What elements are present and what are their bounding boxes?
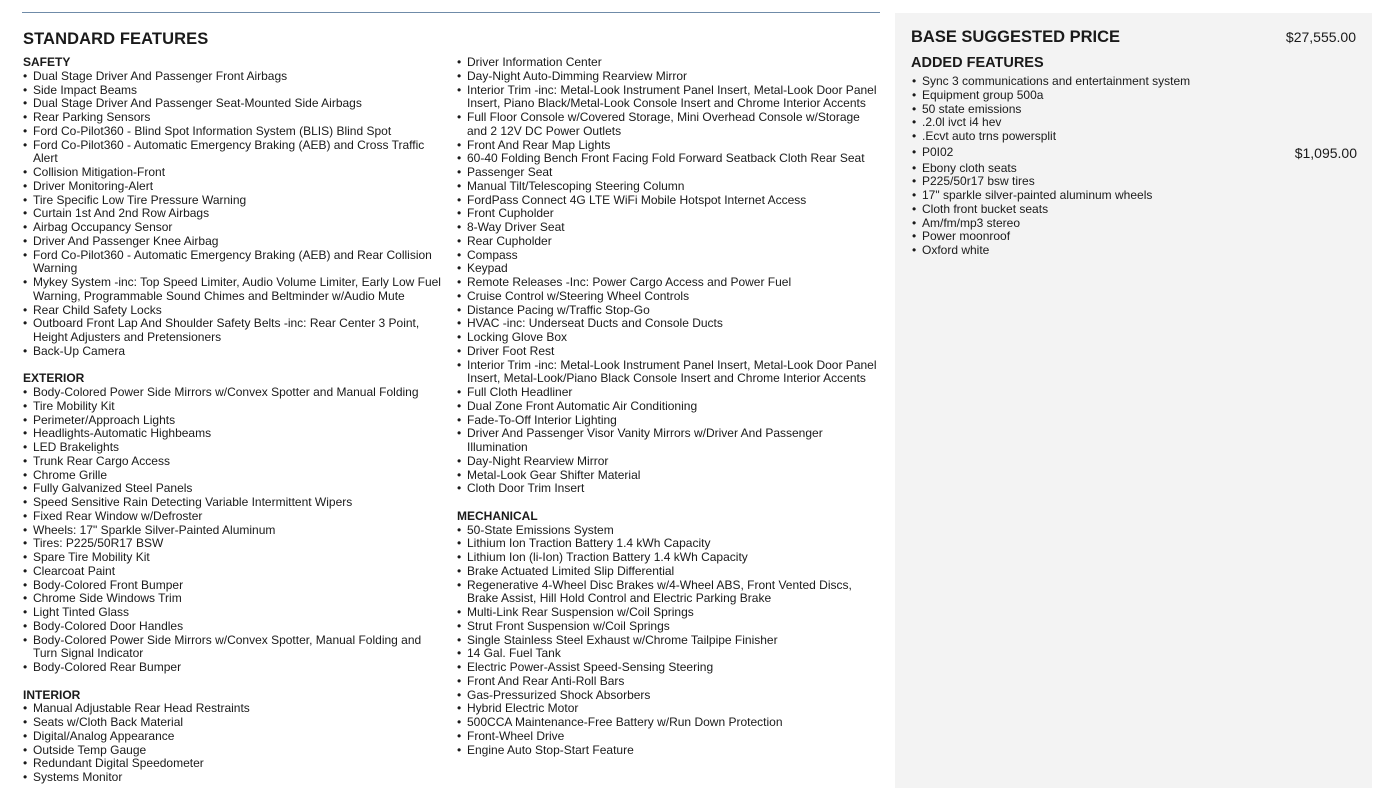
feature-item: • Chrome Grille	[23, 469, 448, 483]
feature-item: • Speed Sensitive Rain Detecting Variable Intermittent Wipers	[23, 496, 448, 510]
feature-item: • Fade-To-Off Interior Lighting	[457, 414, 882, 428]
added-feature-label: .2.0l ivct i4 hev	[922, 115, 1002, 130]
feature-item: • Side Impact Beams	[23, 84, 448, 98]
category-heading: MECHANICAL	[457, 508, 538, 523]
added-feature-label: P225/50r17 bsw tires	[922, 174, 1035, 189]
added-feature-label: Ebony cloth seats	[922, 160, 1017, 175]
feature-item: • FordPass Connect 4G LTE WiFi Mobile Hotspot Internet Access	[457, 194, 882, 208]
section-spacer	[457, 496, 882, 510]
feature-item: • Systems Monitor	[23, 771, 448, 785]
feature-item: • Tire Mobility Kit	[23, 400, 448, 414]
feature-item: • Body-Colored Rear Bumper	[23, 661, 448, 675]
feature-item: • Dual Stage Driver And Passenger Seat-Mounted Side Airbags	[23, 97, 448, 111]
standard-features-title: STANDARD FEATURES	[23, 30, 209, 48]
feature-item: • Fully Galvanized Steel Panels	[23, 482, 448, 496]
feature-item: • Tires: P225/50R17 BSW	[23, 537, 448, 551]
feature-item: • Driver And Passenger Knee Airbag	[23, 235, 448, 249]
section-spacer	[23, 359, 448, 373]
feature-item: • Manual Adjustable Rear Head Restraints	[23, 702, 448, 716]
feature-item: • Curtain 1st And 2nd Row Airbags	[23, 207, 448, 221]
feature-item: • Day-Night Auto-Dimming Rearview Mirror	[457, 70, 882, 84]
added-feature-item	[912, 130, 1357, 144]
feature-item: • Outboard Front Lap And Shoulder Safety Belts -inc: Rear Center 3 Point, Height Adjusters and Pretensioners	[23, 317, 448, 345]
feature-item: • Mykey System -inc: Top Speed Limiter, Audio Volume Limiter, Early Low Fuel Warning, Programmable Sound Chimes and Beltminder w/Audio Mute	[23, 276, 448, 304]
feature-list	[23, 386, 448, 675]
added-feature-item	[912, 89, 1357, 103]
feature-item: • Perimeter/Approach Lights	[23, 414, 448, 428]
added-feature-item	[912, 217, 1357, 231]
feature-item: • Engine Auto Stop-Start Feature	[457, 744, 882, 758]
feature-item: • Body-Colored Power Side Mirrors w/Convex Spotter and Manual Folding	[23, 386, 448, 400]
feature-item: • Trunk Rear Cargo Access	[23, 455, 448, 469]
added-feature-label: Power moonroof	[922, 229, 1011, 244]
added-feature-item	[912, 175, 1357, 189]
feature-item: • Back-Up Camera	[23, 345, 448, 359]
feature-item: • Electric Power-Assist Speed-Sensing Steering	[457, 661, 882, 675]
feature-item: • Front Cupholder	[457, 207, 882, 221]
feature-item: • Lithium Ion (li-Ion) Traction Battery 1.4 kWh Capacity	[457, 551, 882, 565]
feature-item: • Lithium Ion Traction Battery 1.4 kWh Capacity	[457, 537, 882, 551]
added-feature-label: 17" sparkle silver-painted aluminum wheels	[922, 188, 1153, 202]
feature-item: • Clearcoat Paint	[23, 565, 448, 579]
feature-item: • Cruise Control w/Steering Wheel Controls	[457, 290, 882, 304]
feature-item: • Tire Specific Low Tire Pressure Warning	[23, 194, 448, 208]
feature-item: • Rear Cupholder	[457, 235, 882, 249]
feature-item: • Keypad	[457, 262, 882, 276]
added-feature-label: .Ecvt auto trns powersplit	[922, 129, 1057, 143]
added-features-title: ADDED FEATURES	[911, 55, 1044, 71]
feature-item: • Hybrid Electric Motor	[457, 702, 882, 716]
added-feature-label: Am/fm/mp3 stereo	[922, 215, 1021, 230]
feature-item: • Front And Rear Map Lights	[457, 139, 882, 153]
added-feature-label: Oxford white	[922, 243, 990, 257]
feature-item: • Full Cloth Headliner	[457, 386, 882, 400]
feature-item: • Ford Co-Pilot360 - Automatic Emergency Braking (AEB) and Rear Collision Warning	[23, 249, 448, 277]
category-heading: SAFETY	[23, 55, 71, 69]
added-feature-item	[912, 75, 1357, 89]
feature-item: • 50-State Emissions System	[457, 524, 882, 538]
feature-item: • Driver Monitoring-Alert	[23, 180, 448, 194]
features-column-left	[23, 56, 448, 785]
feature-item: • Gas-Pressurized Shock Absorbers	[457, 689, 882, 703]
added-feature-item	[912, 162, 1357, 176]
feature-item: • Headlights-Automatic Highbeams	[23, 427, 448, 441]
feature-item: • 500CCA Maintenance-Free Battery w/Run Down Protection	[457, 716, 882, 730]
feature-item: • Distance Pacing w/Traffic Stop-Go	[457, 304, 882, 318]
feature-item: • Strut Front Suspension w/Coil Springs	[457, 620, 882, 634]
added-feature-label: 50 state emissions	[922, 101, 1022, 116]
category-heading: EXTERIOR	[23, 371, 85, 386]
section-spacer	[23, 675, 448, 689]
feature-item: • Cloth Door Trim Insert	[457, 482, 882, 496]
added-feature-label: Cloth front bucket seats	[922, 201, 1049, 216]
added-feature-item	[912, 103, 1357, 117]
feature-item: • Airbag Occupancy Sensor	[23, 221, 448, 235]
feature-item: • Compass	[457, 249, 882, 263]
feature-list	[457, 56, 882, 496]
feature-item: • Single Stainless Steel Exhaust w/Chrome Tailpipe Finisher	[457, 634, 882, 648]
feature-item: • Front-Wheel Drive	[457, 730, 882, 744]
added-features-list	[912, 75, 1357, 258]
feature-item: • Seats w/Cloth Back Material	[23, 716, 448, 730]
feature-item: • Spare Tire Mobility Kit	[23, 551, 448, 565]
features-column-right	[457, 56, 882, 757]
added-feature-label: P0I02	[922, 144, 954, 159]
feature-item: • Interior Trim -inc: Metal-Look Instrument Panel Insert, Metal-Look Door Panel Insert, Piano Black/Metal-Look Console Insert and Chrome Interior Accents	[457, 84, 882, 112]
added-feature-item	[912, 189, 1357, 203]
feature-item: • Brake Actuated Limited Slip Differential	[457, 565, 882, 579]
added-feature-item	[912, 116, 1357, 130]
feature-item: • Dual Stage Driver And Passenger Front Airbags	[23, 70, 448, 84]
added-feature-item	[912, 244, 1357, 258]
feature-item: • 8-Way Driver Seat	[457, 221, 882, 235]
feature-item: • Digital/Analog Appearance	[23, 730, 448, 744]
feature-item: • Ford Co-Pilot360 - Blind Spot Information System (BLIS) Blind Spot	[23, 125, 448, 139]
feature-item: • Collision Mitigation-Front	[23, 166, 448, 180]
feature-item: • Body-Colored Door Handles	[23, 620, 448, 634]
added-feature-label: Equipment group 500a	[922, 87, 1044, 102]
added-feature-price: $1,095.00	[1294, 144, 1357, 161]
feature-item: • Dual Zone Front Automatic Air Conditioning	[457, 400, 882, 414]
base-price-label: BASE SUGGESTED PRICE	[911, 28, 1121, 46]
feature-item: • Passenger Seat	[457, 166, 882, 180]
feature-list	[23, 70, 448, 359]
feature-item: • Multi-Link Rear Suspension w/Coil Springs	[457, 606, 882, 620]
feature-item: • Light Tinted Glass	[23, 606, 448, 620]
category-heading: INTERIOR	[23, 687, 81, 702]
feature-item: • Driver Foot Rest	[457, 345, 882, 359]
added-feature-item	[912, 230, 1357, 244]
feature-item: • Driver And Passenger Visor Vanity Mirrors w/Driver And Passenger Illumination	[457, 427, 882, 455]
feature-item: • Fixed Rear Window w/Defroster	[23, 510, 448, 524]
base-price-value: $27,555.00	[1285, 29, 1356, 45]
feature-list	[23, 702, 448, 785]
feature-item: • Interior Trim -inc: Metal-Look Instrument Panel Insert, Metal-Look Door Panel Insert, Metal-Look/Piano Black Console Insert and Chrome Interior Accents	[457, 359, 882, 387]
feature-list	[457, 524, 882, 758]
feature-item: • Front And Rear Anti-Roll Bars	[457, 675, 882, 689]
feature-item: • Body-Colored Power Side Mirrors w/Convex Spotter, Manual Folding and Turn Signal Indicator	[23, 634, 448, 662]
feature-item: • Full Floor Console w/Covered Storage, Mini Overhead Console w/Storage and 2 12V DC Power Outlets	[457, 111, 882, 139]
feature-item: • Manual Tilt/Telescoping Steering Column	[457, 180, 882, 194]
feature-item: • 14 Gal. Fuel Tank	[457, 647, 882, 661]
feature-item: • Rear Parking Sensors	[23, 111, 448, 125]
feature-item: • Body-Colored Front Bumper	[23, 579, 448, 593]
feature-item: • Regenerative 4-Wheel Disc Brakes w/4-Wheel ABS, Front Vented Discs, Brake Assist, Hill Hold Control and Electric Parking Brake	[457, 579, 882, 607]
feature-item: • Metal-Look Gear Shifter Material	[457, 469, 882, 483]
feature-item: • Remote Releases -Inc: Power Cargo Access and Power Fuel	[457, 276, 882, 290]
added-feature-item	[912, 203, 1357, 217]
feature-item: • Chrome Side Windows Trim	[23, 592, 448, 606]
feature-item: • Redundant Digital Speedometer	[23, 757, 448, 771]
header-divider	[22, 12, 880, 13]
feature-item: • Driver Information Center	[457, 56, 882, 70]
feature-item: • HVAC -inc: Underseat Ducts and Console Ducts	[457, 317, 882, 331]
feature-item: • Outside Temp Gauge	[23, 744, 448, 758]
feature-item: • Rear Child Safety Locks	[23, 304, 448, 318]
feature-item: • Wheels: 17" Sparkle Silver-Painted Aluminum	[23, 524, 448, 538]
feature-item: • 60-40 Folding Bench Front Facing Fold Forward Seatback Cloth Rear Seat	[457, 152, 882, 166]
feature-item: • LED Brakelights	[23, 441, 448, 455]
feature-item: • Locking Glove Box	[457, 331, 882, 345]
feature-item: • Ford Co-Pilot360 - Automatic Emergency Braking (AEB) and Cross Traffic Alert	[23, 139, 448, 167]
feature-item: • Day-Night Rearview Mirror	[457, 455, 882, 469]
added-feature-item	[912, 146, 1357, 160]
added-feature-label: Sync 3 communications and entertainment system	[922, 74, 1191, 88]
